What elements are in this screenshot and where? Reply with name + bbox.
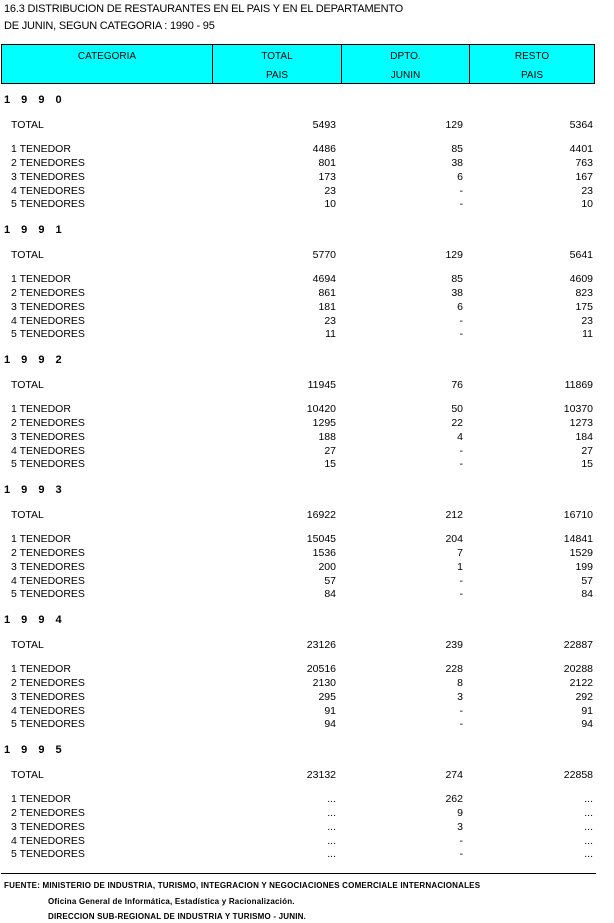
cell-dpto-junin: - xyxy=(459,575,463,587)
cell-resto-pais: 5364 xyxy=(569,119,593,131)
cell-total-pais: 2130 xyxy=(312,677,336,689)
total-row xyxy=(0,379,614,392)
cell-dpto-junin: 38 xyxy=(451,157,463,169)
table-row xyxy=(0,677,614,690)
table-title-line1: 16.3 DISTRIBUCION DE RESTAURANTES EN EL PAIS Y EN EL DEPARTAMENTO xyxy=(4,3,403,15)
table-row xyxy=(0,143,614,156)
cell-resto-pais: 823 xyxy=(575,287,593,299)
row-category: 2 TENEDORES xyxy=(11,807,85,819)
cell-dpto-junin: 3 xyxy=(457,691,463,703)
cell-total-pais: ... xyxy=(327,793,336,805)
header-total-pais xyxy=(212,45,341,83)
cell-dpto-junin: - xyxy=(459,315,463,327)
table-row xyxy=(0,431,614,444)
cell-total-pais: 57 xyxy=(324,575,336,587)
cell-resto-pais: 184 xyxy=(575,431,593,443)
row-category: 2 TENEDORES xyxy=(11,677,85,689)
footer-office: Oficina General de Informática, Estadística y Racionalización. xyxy=(48,897,295,906)
cell-resto-pais: 57 xyxy=(581,575,593,587)
row-category: 5 TENEDORES xyxy=(11,718,85,730)
cell-total-pais: 84 xyxy=(324,588,336,600)
cell-resto-pais: 11 xyxy=(582,328,593,340)
cell-resto-pais: 1273 xyxy=(569,417,593,429)
cell-dpto-junin: 50 xyxy=(451,403,463,415)
row-category: 5 TENEDORES xyxy=(11,198,85,210)
table-row xyxy=(0,403,614,416)
cell-dpto-junin: - xyxy=(459,185,463,197)
total-row xyxy=(0,119,614,132)
table-row xyxy=(0,561,614,574)
table-title-line2: DE JUNIN, SEGUN CATEGORIA : 1990 - 95 xyxy=(4,20,215,32)
table-row xyxy=(0,588,614,601)
row-category: TOTAL xyxy=(11,769,44,781)
cell-dpto-junin: 6 xyxy=(457,171,463,183)
header-junin-label: JUNIN xyxy=(390,70,421,81)
cell-total-pais: 16922 xyxy=(306,509,336,521)
cell-total-pais: 94 xyxy=(324,718,336,730)
table-row xyxy=(0,157,614,170)
cell-dpto-junin: 7 xyxy=(457,547,463,559)
table-row xyxy=(0,171,614,184)
header-dpto-label: DPTO. xyxy=(390,51,421,62)
row-category: TOTAL xyxy=(11,379,44,391)
cell-dpto-junin: 8 xyxy=(457,677,463,689)
cell-total-pais: 10 xyxy=(324,198,336,210)
header-dpto-junin xyxy=(341,45,469,83)
table-row xyxy=(0,273,614,286)
table-row xyxy=(0,458,614,471)
year-heading: 1 9 9 2 xyxy=(4,354,66,366)
table-row xyxy=(0,417,614,430)
cell-resto-pais: 10370 xyxy=(563,403,593,415)
row-category: 1 TENEDOR xyxy=(11,273,71,285)
cell-resto-pais: 5641 xyxy=(569,249,593,261)
cell-dpto-junin: 204 xyxy=(445,533,463,545)
cell-dpto-junin: - xyxy=(459,835,463,847)
row-category: 3 TENEDORES xyxy=(11,301,85,313)
cell-resto-pais: 27 xyxy=(581,445,593,457)
cell-resto-pais: 4609 xyxy=(569,273,593,285)
cell-resto-pais: ... xyxy=(584,848,593,860)
cell-total-pais: 1295 xyxy=(312,417,336,429)
row-category: 1 TENEDOR xyxy=(11,143,71,155)
cell-resto-pais: 16710 xyxy=(563,509,593,521)
cell-dpto-junin: 274 xyxy=(445,769,463,781)
row-category: 2 TENEDORES xyxy=(11,157,85,169)
cell-total-pais: 23 xyxy=(324,185,336,197)
cell-total-pais: 5770 xyxy=(312,249,336,261)
cell-resto-pais: 763 xyxy=(575,157,593,169)
cell-total-pais: 200 xyxy=(318,561,336,573)
table-row xyxy=(0,328,614,341)
cell-dpto-junin: 85 xyxy=(451,273,463,285)
cell-resto-pais: 20288 xyxy=(563,663,593,675)
table-row xyxy=(0,807,614,820)
cell-resto-pais: 22887 xyxy=(563,639,593,651)
row-category: 4 TENEDORES xyxy=(11,185,85,197)
table-row xyxy=(0,533,614,546)
cell-total-pais: 181 xyxy=(318,301,336,313)
cell-dpto-junin: 262 xyxy=(445,793,463,805)
cell-resto-pais: ... xyxy=(584,835,593,847)
cell-total-pais: ... xyxy=(327,848,336,860)
table-row xyxy=(0,198,614,211)
row-category: 4 TENEDORES xyxy=(11,705,85,717)
year-heading: 1 9 9 4 xyxy=(4,614,66,626)
cell-resto-pais: ... xyxy=(584,807,593,819)
table-row xyxy=(0,575,614,588)
row-category: TOTAL xyxy=(11,509,44,521)
header-categoria xyxy=(2,45,212,83)
cell-total-pais: 23132 xyxy=(306,769,336,781)
header-pais-label: PAIS xyxy=(265,70,289,81)
table-row xyxy=(0,315,614,328)
cell-dpto-junin: 76 xyxy=(451,379,463,391)
row-category: 3 TENEDORES xyxy=(11,561,85,573)
cell-resto-pais: 175 xyxy=(575,301,593,313)
row-category: 5 TENEDORES xyxy=(11,458,85,470)
cell-resto-pais: 11869 xyxy=(564,379,593,391)
cell-total-pais: 4694 xyxy=(312,273,336,285)
cell-total-pais: 23 xyxy=(324,315,336,327)
table-row xyxy=(0,793,614,806)
row-category: TOTAL xyxy=(11,639,44,651)
cell-dpto-junin: - xyxy=(459,458,463,470)
cell-dpto-junin: - xyxy=(459,588,463,600)
cell-resto-pais: 23 xyxy=(581,185,593,197)
cell-resto-pais: ... xyxy=(584,821,593,833)
row-category: 4 TENEDORES xyxy=(11,575,85,587)
cell-total-pais: ... xyxy=(327,821,336,833)
cell-resto-pais: 23 xyxy=(581,315,593,327)
cell-resto-pais: 1529 xyxy=(569,547,593,559)
table-row xyxy=(0,718,614,731)
cell-dpto-junin: 38 xyxy=(451,287,463,299)
cell-resto-pais: 10 xyxy=(581,198,593,210)
row-category: 2 TENEDORES xyxy=(11,287,85,299)
bottom-rule xyxy=(1,873,596,874)
table-row xyxy=(0,185,614,198)
row-category: 5 TENEDORES xyxy=(11,328,85,340)
table-row xyxy=(0,705,614,718)
cell-total-pais: 20516 xyxy=(306,663,336,675)
cell-dpto-junin: 6 xyxy=(457,301,463,313)
row-category: 5 TENEDORES xyxy=(11,848,85,860)
total-row xyxy=(0,249,614,262)
row-category: 1 TENEDOR xyxy=(11,663,71,675)
cell-dpto-junin: 129 xyxy=(445,119,463,131)
cell-dpto-junin: - xyxy=(459,445,463,457)
cell-total-pais: 188 xyxy=(318,431,336,443)
header-resto-label: RESTO xyxy=(514,51,550,62)
cell-total-pais: 10420 xyxy=(306,403,336,415)
cell-dpto-junin: 4 xyxy=(457,431,463,443)
cell-dpto-junin: - xyxy=(459,848,463,860)
cell-total-pais: 4486 xyxy=(312,143,336,155)
total-row xyxy=(0,639,614,652)
cell-total-pais: 23126 xyxy=(306,639,336,651)
cell-dpto-junin: 1 xyxy=(457,561,463,573)
cell-resto-pais: 199 xyxy=(575,561,593,573)
cell-total-pais: 11 xyxy=(325,328,336,340)
cell-total-pais: 173 xyxy=(318,171,336,183)
cell-resto-pais: 292 xyxy=(575,691,593,703)
header-resto-pais-label: PAIS xyxy=(520,70,544,81)
cell-resto-pais: 22858 xyxy=(563,769,593,781)
cell-dpto-junin: 228 xyxy=(445,663,463,675)
cell-total-pais: 27 xyxy=(324,445,336,457)
row-category: TOTAL xyxy=(11,119,44,131)
cell-dpto-junin: 239 xyxy=(445,639,463,651)
cell-total-pais: 15 xyxy=(324,458,336,470)
year-heading: 1 9 9 0 xyxy=(4,94,66,106)
total-row xyxy=(0,509,614,522)
cell-total-pais: ... xyxy=(327,835,336,847)
cell-resto-pais: 2122 xyxy=(569,677,593,689)
row-category: 5 TENEDORES xyxy=(11,588,85,600)
row-category: 3 TENEDORES xyxy=(11,691,85,703)
row-category: 4 TENEDORES xyxy=(11,835,85,847)
row-category: 1 TENEDOR xyxy=(11,403,71,415)
cell-total-pais: 91 xyxy=(324,705,336,717)
cell-dpto-junin: 85 xyxy=(451,143,463,155)
row-category: 3 TENEDORES xyxy=(11,171,85,183)
cell-total-pais: ... xyxy=(327,807,336,819)
cell-total-pais: 5493 xyxy=(312,119,336,131)
cell-total-pais: 295 xyxy=(318,691,336,703)
cell-dpto-junin: 22 xyxy=(451,417,463,429)
cell-total-pais: 1536 xyxy=(312,547,336,559)
cell-resto-pais: 84 xyxy=(581,588,593,600)
year-heading: 1 9 9 5 xyxy=(4,744,66,756)
table-row xyxy=(0,547,614,560)
table-header xyxy=(1,44,595,84)
cell-total-pais: 15045 xyxy=(306,533,336,545)
cell-total-pais: 861 xyxy=(318,287,336,299)
row-category: TOTAL xyxy=(11,249,44,261)
row-category: 1 TENEDOR xyxy=(11,533,71,545)
row-category: 2 TENEDORES xyxy=(11,547,85,559)
cell-dpto-junin: 3 xyxy=(457,821,463,833)
cell-resto-pais: 15 xyxy=(581,458,593,470)
cell-total-pais: 11945 xyxy=(307,379,336,391)
cell-dpto-junin: - xyxy=(459,198,463,210)
cell-resto-pais: ... xyxy=(584,793,593,805)
year-heading: 1 9 9 1 xyxy=(4,224,66,236)
cell-dpto-junin: - xyxy=(459,328,463,340)
cell-resto-pais: 4401 xyxy=(569,143,593,155)
footer-direction: DIRECCION SUB-REGIONAL DE INDUSTRIA Y TURISMO - JUNIN. xyxy=(48,912,307,921)
table-row xyxy=(0,691,614,704)
header-categoria-label: CATEGORIA xyxy=(77,51,137,62)
cell-resto-pais: 94 xyxy=(581,718,593,730)
cell-resto-pais: 91 xyxy=(581,705,593,717)
table-row xyxy=(0,821,614,834)
header-resto-pais xyxy=(469,45,594,83)
footer-source: FUENTE: MINISTERIO DE INDUSTRIA, TURISMO, INTEGRACION Y NEGOCIACIONES COMERCIALE INTERNACIONALES xyxy=(4,881,481,890)
row-category: 3 TENEDORES xyxy=(11,431,85,443)
table-row xyxy=(0,663,614,676)
cell-resto-pais: 14841 xyxy=(563,533,593,545)
table-row xyxy=(0,301,614,314)
cell-dpto-junin: - xyxy=(459,718,463,730)
header-total-label: TOTAL xyxy=(261,51,293,62)
row-category: 2 TENEDORES xyxy=(11,417,85,429)
table-row xyxy=(0,287,614,300)
cell-dpto-junin: 129 xyxy=(445,249,463,261)
table-row xyxy=(0,835,614,848)
total-row xyxy=(0,769,614,782)
cell-dpto-junin: 9 xyxy=(457,807,463,819)
cell-dpto-junin: 212 xyxy=(445,509,463,521)
row-category: 4 TENEDORES xyxy=(11,445,85,457)
table-row xyxy=(0,445,614,458)
year-heading: 1 9 9 3 xyxy=(4,484,66,496)
row-category: 4 TENEDORES xyxy=(11,315,85,327)
row-category: 1 TENEDOR xyxy=(11,793,71,805)
cell-dpto-junin: - xyxy=(459,705,463,717)
row-category: 3 TENEDORES xyxy=(11,821,85,833)
table-row xyxy=(0,848,614,861)
cell-resto-pais: 167 xyxy=(575,171,593,183)
cell-total-pais: 801 xyxy=(318,157,336,169)
